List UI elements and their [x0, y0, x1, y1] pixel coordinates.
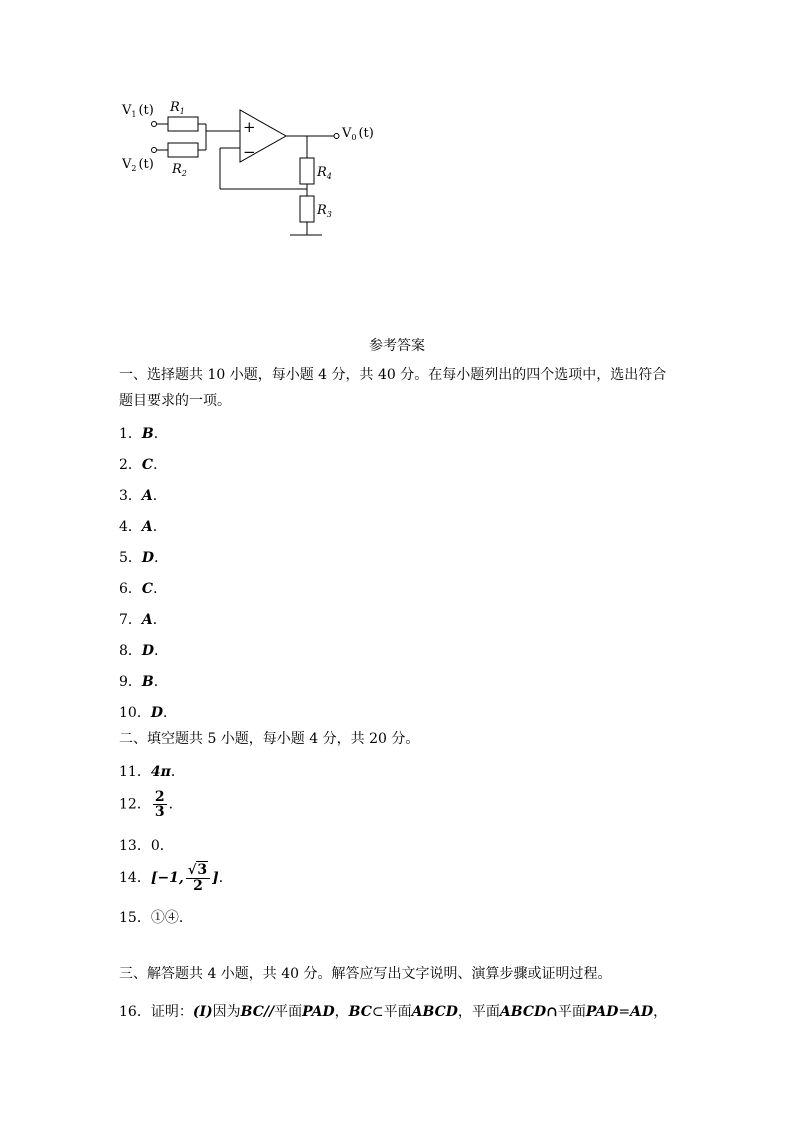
r1-resistor: [168, 117, 198, 131]
answer-15: 15．①④．: [119, 910, 193, 926]
list-item: 8．D．: [119, 643, 169, 659]
r1-label: $R_1$: [170, 100, 185, 116]
answer-11: 11．4π．: [119, 764, 185, 780]
list-item: 7．A．: [119, 612, 167, 628]
plus-sign: +: [243, 118, 256, 136]
r3-label: $R_3$: [317, 203, 332, 219]
v1-terminal: [152, 122, 157, 127]
section1-heading: 一、选择题共 10 小题，每小题 4 分，共 40 分。在每小题列出的四个选项中，选出符合题目要求的一项。: [119, 367, 667, 409]
list-item: 2．C．: [119, 457, 168, 473]
vo-label: $V_0$ (t): [342, 126, 374, 142]
r4-label: $R_4$: [317, 165, 332, 181]
section3-heading: 三、解答题共 4 小题，共 40 分。解答应写出文字说明、演算步骤或证明过程。: [119, 966, 612, 982]
answers-title: 参考答案: [369, 338, 425, 354]
r4-resistor: [300, 158, 314, 184]
list-item: 6．C．: [119, 581, 168, 597]
r2-label: $R_2$: [172, 162, 187, 178]
op-amp-circuit-diagram: [112, 96, 382, 246]
v2-terminal: [152, 148, 157, 153]
list-item: 1．B．: [119, 426, 168, 442]
vo-terminal: [334, 134, 339, 139]
v2-label: $V_2$ (t): [122, 157, 154, 173]
answer-12: 12． $\frac{2}{3}$ ．: [119, 789, 183, 820]
answer-16: 16．证明：(I)因为BC//平面PAD，BC⊂平面ABCD，平面ABCD∩平面PAD=AD，: [119, 1004, 668, 1020]
list-item: 10．D．: [119, 705, 177, 721]
list-item: 9．B．: [119, 674, 168, 690]
r2-resistor: [168, 143, 198, 157]
list-item: 5．D．: [119, 550, 169, 566]
list-item: 4．A．: [119, 519, 167, 535]
v1-label: $V_1$ (t): [122, 103, 154, 119]
r3-resistor: [300, 196, 314, 222]
answer-14: 14．[−1, $\frac{√3}{2}$ ]．: [119, 862, 233, 894]
section2-heading: 二、填空题共 5 小题，每小题 4 分，共 20 分。: [119, 731, 420, 747]
fraction: $\frac{2}{3}$: [154, 789, 165, 820]
answer-13: 13．0．: [119, 838, 174, 854]
fraction: $\frac{√3}{2}$: [186, 863, 210, 893]
minus-sign: −: [243, 143, 256, 161]
list-item: 3．A．: [119, 488, 167, 504]
